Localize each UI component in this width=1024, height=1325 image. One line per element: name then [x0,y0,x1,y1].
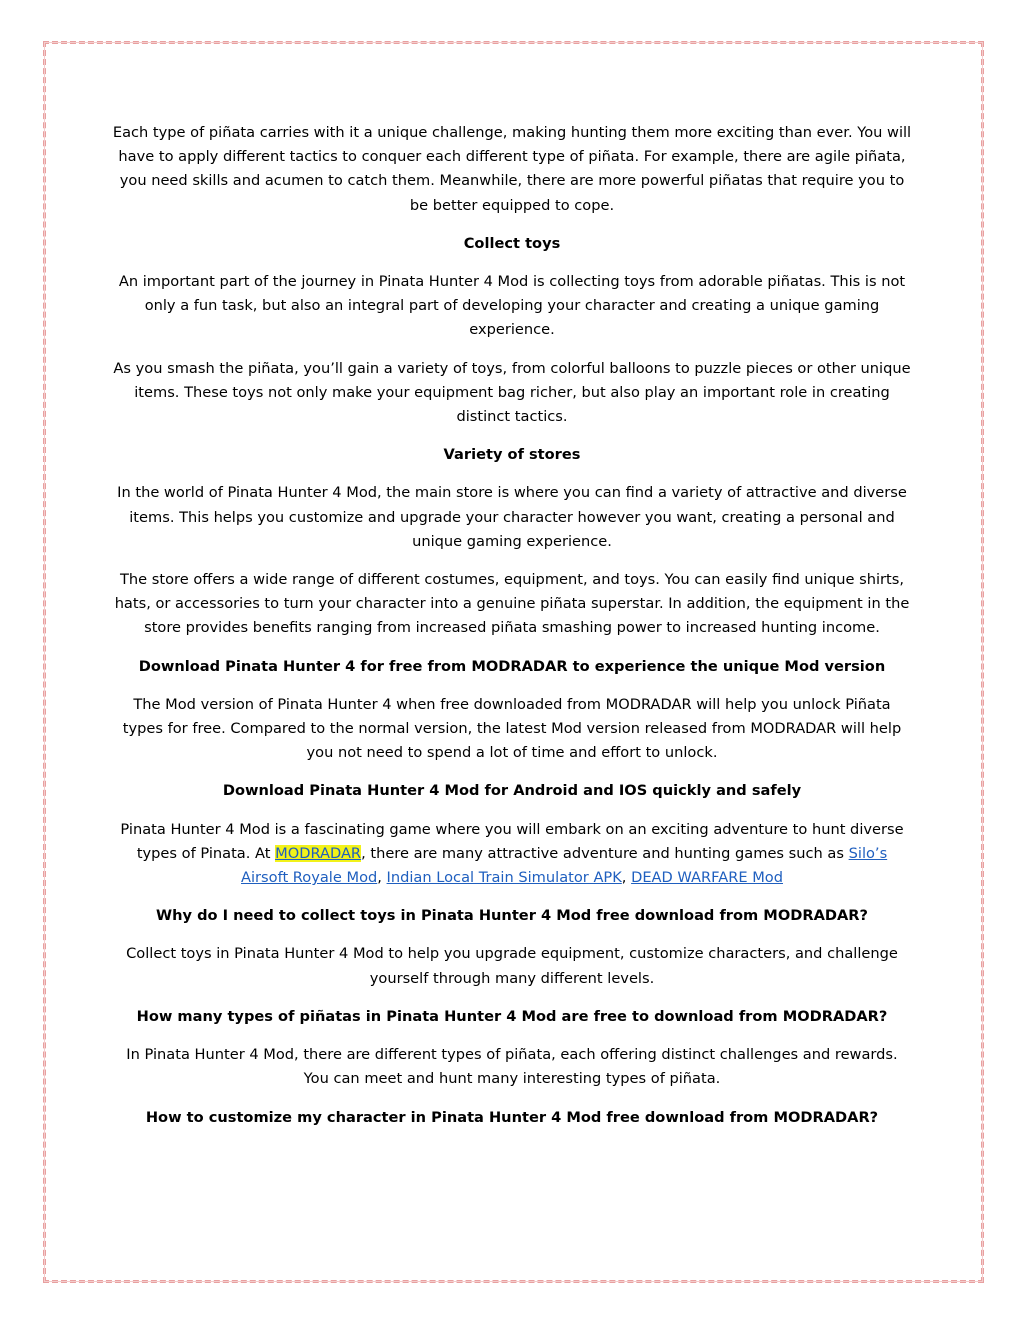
paragraph-intro: Each type of piñata carries with it a unique challenge, making hunting them more exciting than ever. You will have to apply different tactics to conquer each different type of piñata. For example, there are agile piñata, you need skills and acumen to catch them. Meanwhile, there are more powerful piñatas that require you to be better equipped to cope. [112,124,912,214]
paragraph-stores-2: The store offers a wide range of different costumes, equipment, and toys. You can easily find unique shirts, hats, or accessories to turn your character into a genuine piñata superstar. In addition, the equipment in the store provides benefits ranging from increased piñata smashing power to increased hunting income. [114,571,910,637]
paragraph-android [112,818,912,891]
paragraph-stores-1: In the world of Pinata Hunter 4 Mod, the main store is where you can find a variety of attractive and diverse items. This helps you customize and upgrade your character however you want, creating a personal and unique gaming experience. [117,484,907,550]
heading-download-free: Download Pinata Hunter 4 for free from MODRADAR to experience the unique Mod version [138,657,886,675]
heading-collect-toys: Collect toys [463,234,561,252]
paragraph-android-text-a: Pinata Hunter 4 Mod is a fascinating game where you will embark on an exciting adventure to hunt diverse types of Pinata. At [120,820,904,862]
paragraph-faq-collect-toys: Collect toys in Pinata Hunter 4 Mod to help you upgrade equipment, customize characters, and challenge yourself through many different levels. [126,945,898,987]
paragraph-collect-2: As you smash the piñata, you’ll gain a variety of toys, from colorful balloons to puzzle pieces or other unique items. These toys not only make your equipment bag richer, but also play an important role in creating distinct tactics. [113,359,911,426]
heading-faq-collect-toys: Why do I need to collect toys in Pinata Hunter 4 Mod free download from MODRADAR? [156,907,868,925]
link-separator-1: , [377,869,387,887]
indian-local-train-simulator-link[interactable]: Indian Local Train Simulator APK [386,869,622,887]
dead-warfare-link[interactable]: DEAD WARFARE Mod [631,869,783,887]
paragraph-collect-1: An important part of the journey in Pinata Hunter 4 Mod is collecting toys from adorable piñatas. This is not only a fun task, but also an integral part of developing your character and creating a unique gaming experience. [118,273,906,339]
paragraph-faq-pinata-types: In Pinata Hunter 4 Mod, there are different types of piñata, each offering distinct challenges and rewards. You can meet and hunt many interesting types of piñata. [126,1046,898,1088]
heading-faq-pinata-types: How many types of piñatas in Pinata Hunter 4 Mod are free to download from MODRADAR? [136,1007,888,1025]
link-separator-2: , [621,869,632,887]
modradar-link[interactable]: MODRADAR [275,844,362,862]
paragraph-download-free: The Mod version of Pinata Hunter 4 when free downloaded from MODRADAR will help you unlock Piñata types for free. Compared to the normal version, the latest Mod version released from MODRADAR will help you not need to spend a lot of time and effort to unlock. [122,695,902,762]
heading-variety-of-stores: Variety of stores [443,446,581,464]
paragraph-android-text-b: , there are many attractive adventure and hunting games such as [361,844,849,862]
document-body [112,121,912,1144]
heading-faq-customize: How to customize my character in Pinata Hunter 4 Mod free download from MODRADAR? [145,1108,879,1126]
silos-airsoft-royale-link[interactable]: Silo’s Airsoft Royale Mod [241,844,888,887]
heading-download-android-ios: Download Pinata Hunter 4 Mod for Android and IOS quickly and safely [222,782,802,800]
